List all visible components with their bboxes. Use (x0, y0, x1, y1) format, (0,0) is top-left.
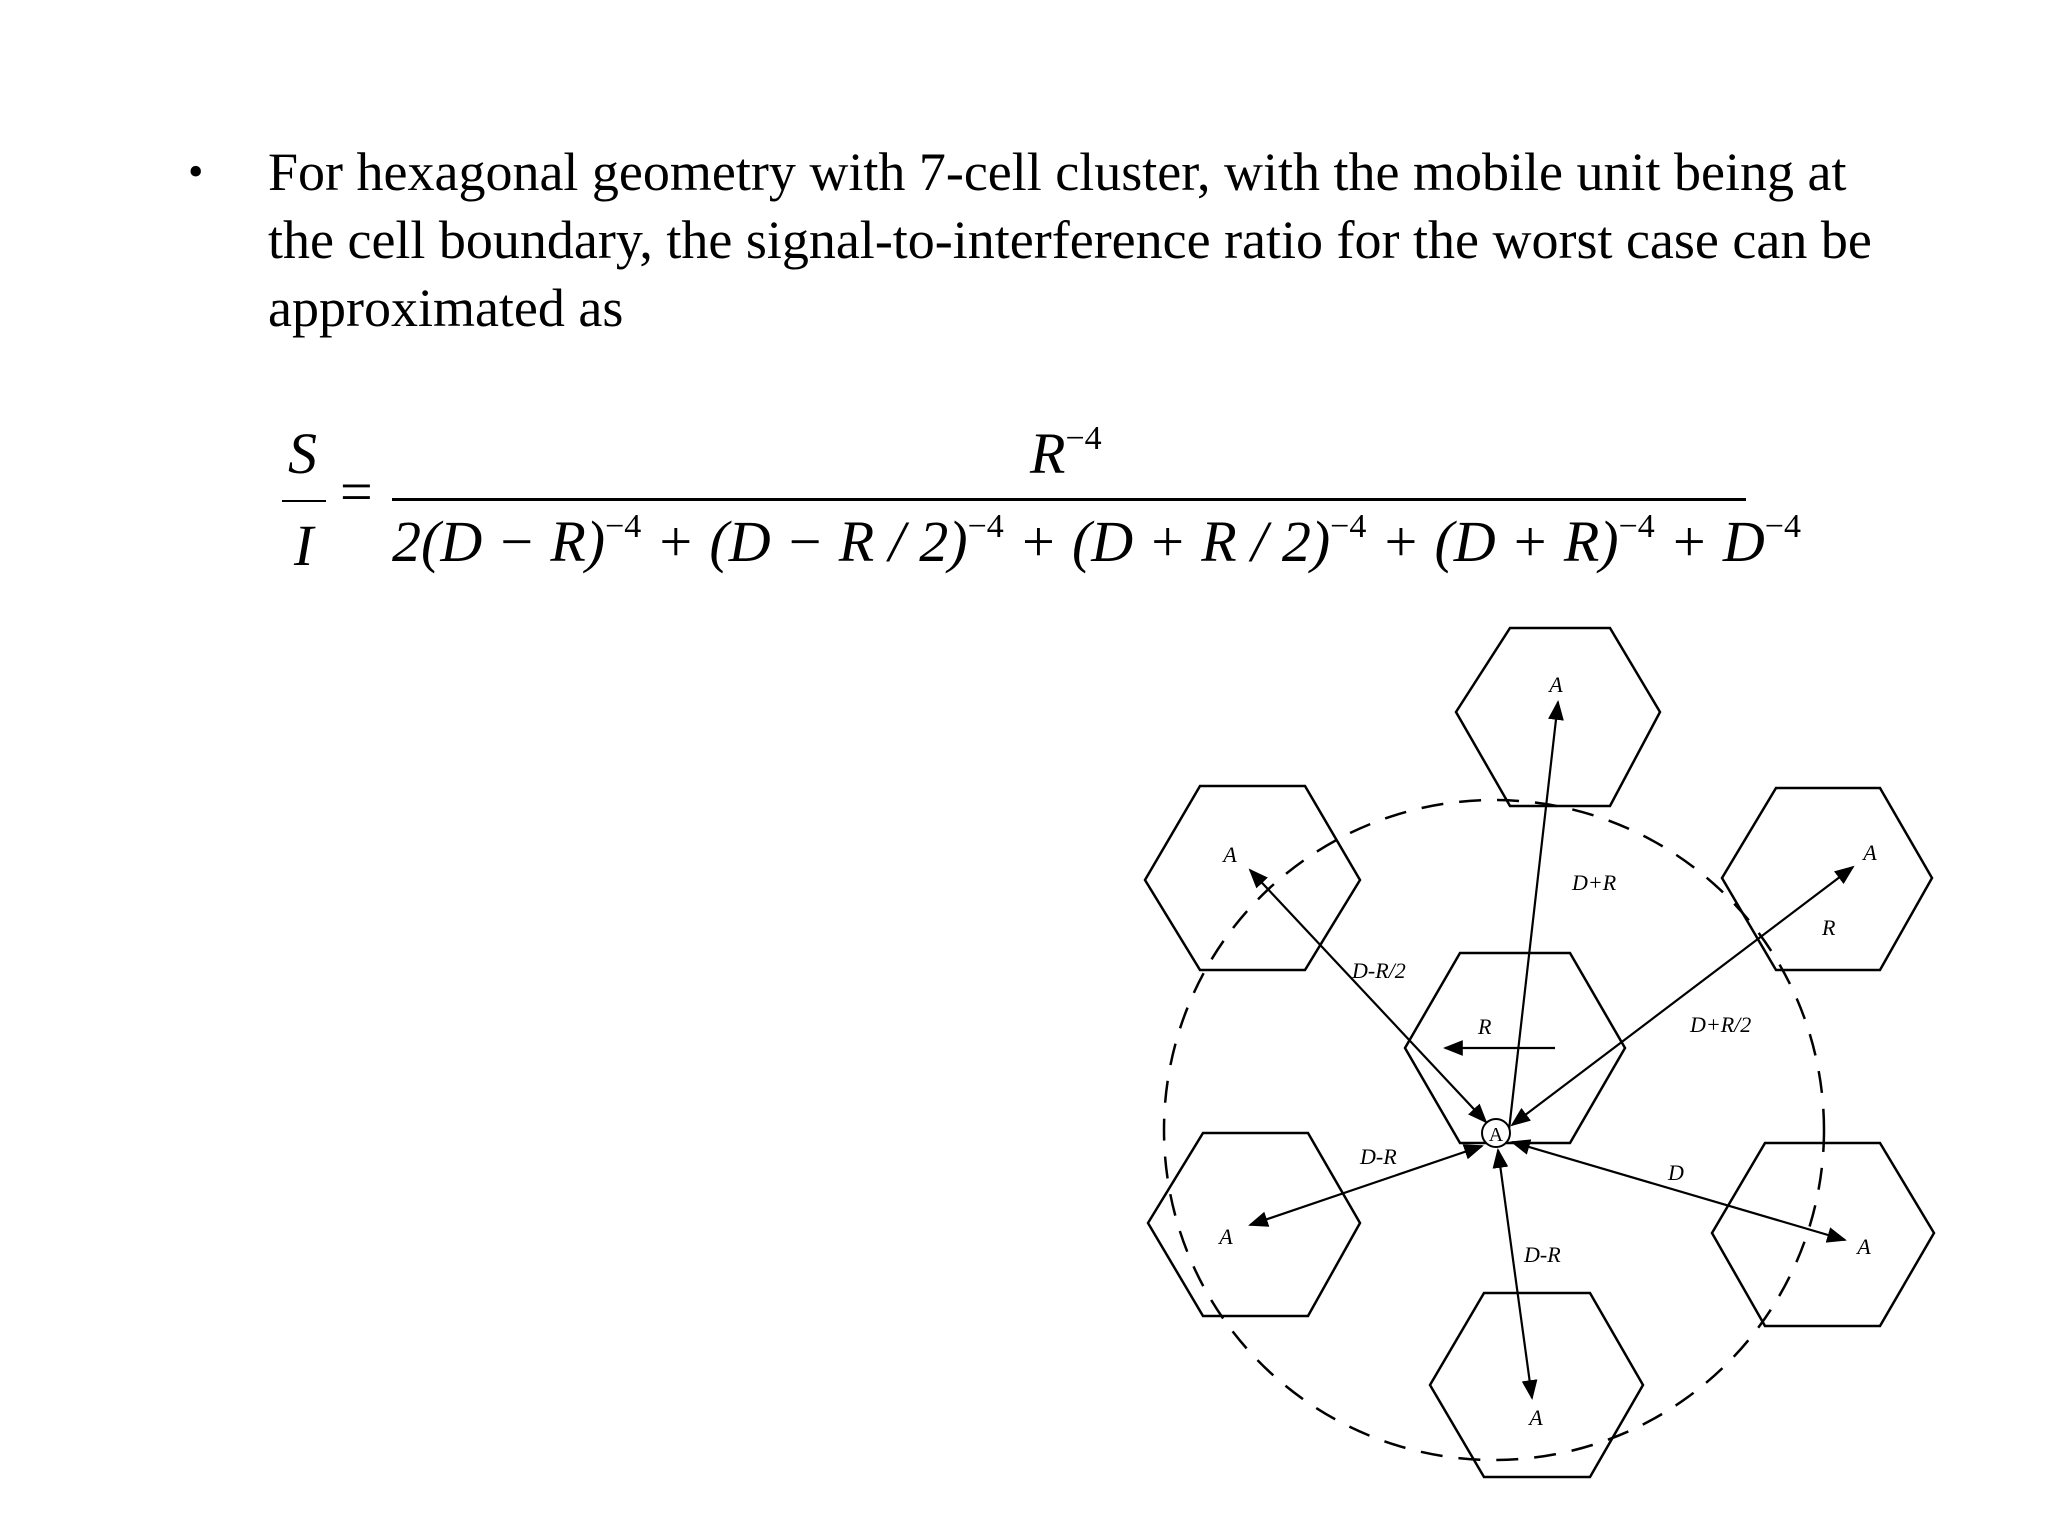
formula-numerator: $R^{-4}$ (1030, 420, 1102, 486)
formula-lhs-denominator: I (294, 513, 314, 578)
bullet-icon: • (188, 147, 204, 196)
den-term-3: + (D + R / 2) (1018, 509, 1331, 574)
cell-label-lower-right: A (1857, 1234, 1871, 1259)
formula-denominator: $2(D - R)^{-4} + (D - R / 2)^{-4} + (D + R / 2)^{-4} + (D + R)^{-4} + D^{-4}$ (392, 508, 1801, 574)
distance-label-upper-right: D+R/2 (1690, 1012, 1752, 1037)
mobile-unit-label: A (1488, 1124, 1504, 1146)
formula-lhs-numerator: S (288, 421, 317, 486)
cell-label-bottom: A (1529, 1405, 1543, 1430)
den-term-2: + (D − R / 2) (655, 509, 968, 574)
hex-cell-bottom (1430, 1293, 1643, 1477)
bullet-text: For hexagonal geometry with 7-cell cluster, with the mobile unit being at the cell boundary, the signal-to-interference ratio for the worst case can be approximated as (268, 142, 1872, 338)
cell-label-upper-right: A (1863, 840, 1877, 865)
radius-label-center: R (1478, 1014, 1492, 1039)
arrow-d-minus-r-bottom (1498, 1150, 1532, 1398)
cell-label-top: A (1549, 672, 1563, 697)
distance-label-upper-left: D-R/2 (1352, 958, 1406, 983)
den-term-5: + D (1669, 509, 1765, 574)
den-term-1: 2(D − R) (392, 509, 606, 574)
arrow-d (1512, 1142, 1845, 1240)
distance-label-top: D+R (1572, 870, 1617, 895)
cell-label-lower-left: A (1219, 1224, 1233, 1249)
distance-label-bottom: D-R (1524, 1242, 1561, 1267)
hex-cell-upper-left (1145, 786, 1360, 970)
arrow-d-minus-r-half (1250, 870, 1486, 1122)
arrow-d-plus-r (1509, 702, 1558, 1130)
hex-cell-top (1456, 628, 1660, 806)
distance-label-lower-left: D-R (1360, 1144, 1397, 1169)
formula-equals: = (340, 459, 373, 524)
arrow-d-plus-r-half (1512, 867, 1853, 1125)
radius-label-upper-right: R (1822, 915, 1836, 940)
den-term-4: + (D + R) (1380, 509, 1619, 574)
cell-label-upper-left: A (1223, 842, 1237, 867)
distance-label-lower-right: D (1668, 1160, 1684, 1185)
